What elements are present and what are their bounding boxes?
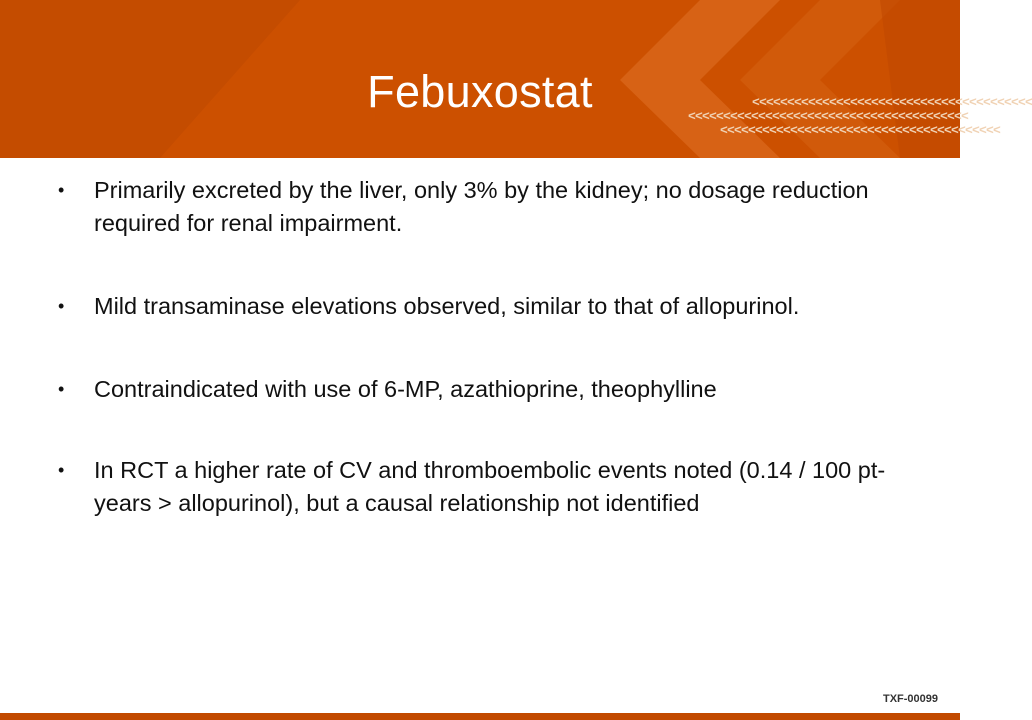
- bullet-item: [58, 290, 938, 323]
- chevron-row-1: <<<<<<<<<<<<<<<<<<<<<<<<<<<<<<<<<<<<<<<<: [752, 95, 1032, 110]
- bullet-text: In RCT a higher rate of CV and thromboembolic events noted (0.14 / 100 pt-years > allopurinol), but a causal relationship not identified: [94, 457, 886, 516]
- slide-title: Febuxostat: [367, 66, 593, 117]
- slide-header: [0, 0, 1032, 158]
- bullet-dot-icon: •: [58, 296, 65, 316]
- bullet-dot-icon: •: [58, 379, 65, 399]
- bullet-text: Mild transaminase elevations observed, similar to that of allopurinol.: [94, 293, 800, 319]
- chevron-row-3: <<<<<<<<<<<<<<<<<<<<<<<<<<<<<<<<<<<<<<<<: [720, 123, 1001, 138]
- bullet-text: Contraindicated with use of 6-MP, azathioprine, theophylline: [94, 376, 717, 402]
- chevron-row-2: <<<<<<<<<<<<<<<<<<<<<<<<<<<<<<<<<<<<<<<<: [688, 109, 969, 124]
- bullet-item: [58, 454, 938, 520]
- bullet-list: [58, 174, 938, 520]
- bullet-item: [58, 174, 938, 240]
- bullet-item: [58, 373, 938, 406]
- bottom-accent-bar: [0, 713, 960, 720]
- bullet-dot-icon: •: [58, 180, 65, 200]
- document-code: TXF-00099: [882, 693, 938, 705]
- bullet-text: Primarily excreted by the liver, only 3% by the kidney; no dosage reduction required for renal impairment.: [94, 177, 869, 236]
- bullet-dot-icon: •: [58, 460, 65, 480]
